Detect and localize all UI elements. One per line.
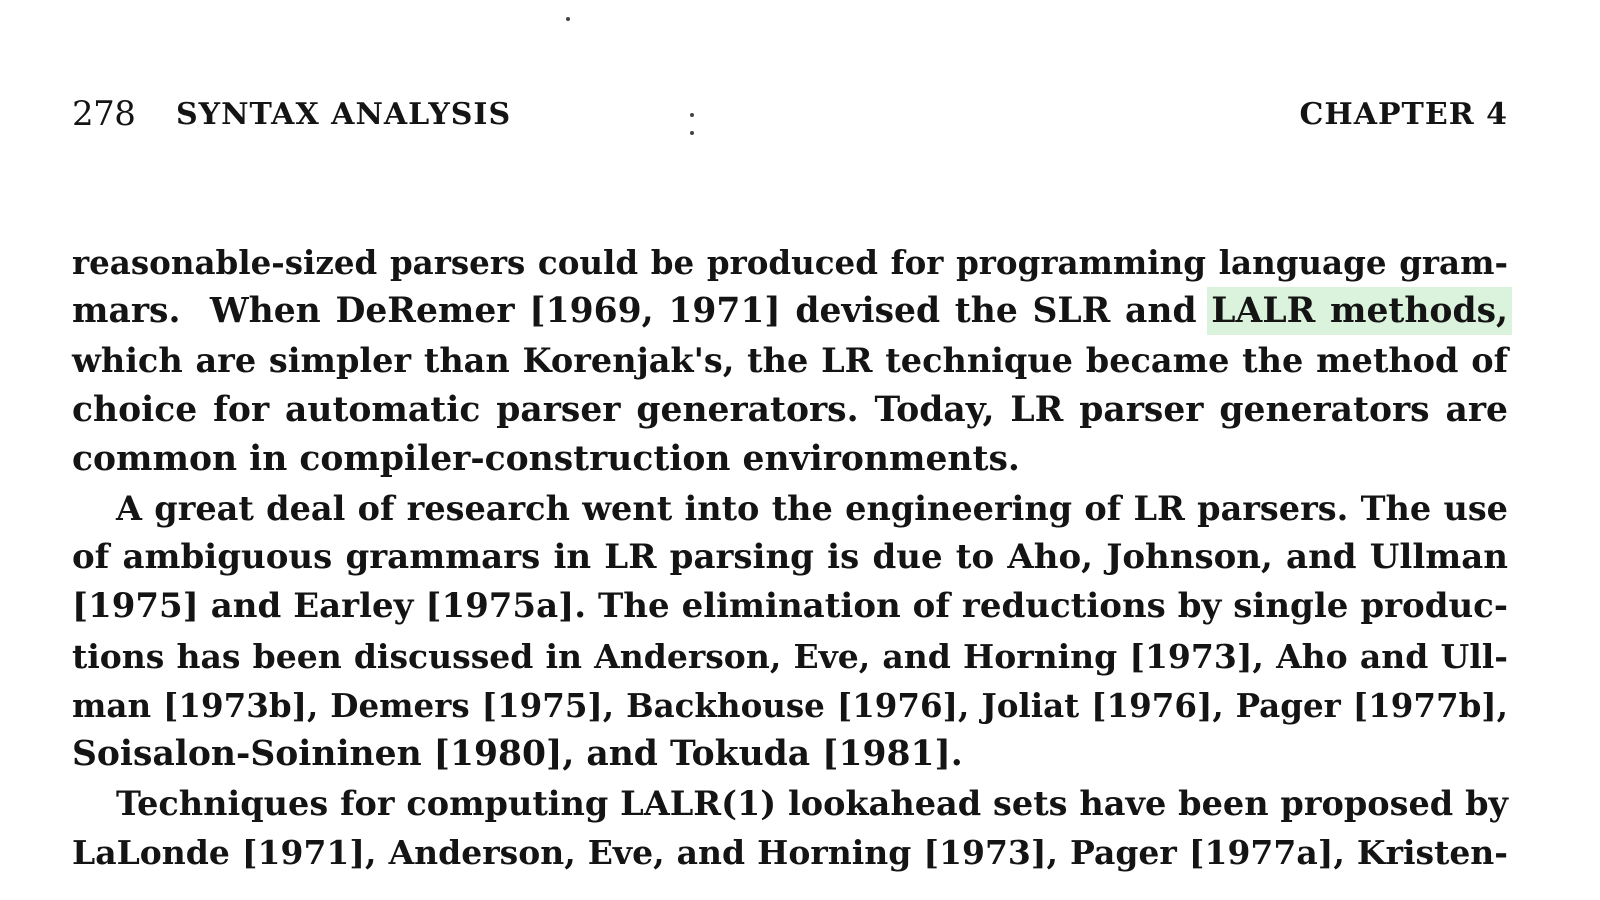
scan-speck (690, 131, 694, 135)
text-segment: mars. When DeRemer [1969, 1971] devised the SLR and (72, 291, 1212, 332)
text-line: choice for automatic parser generators. Today, LR parser generators are (72, 389, 1508, 430)
text-line: of ambiguous grammars in LR parsing is due to Aho, Johnson, and Ullman (72, 537, 1508, 578)
body-text (72, 238, 1508, 877)
scan-speck (690, 113, 694, 117)
chapter-label: CHAPTER 4 (1299, 97, 1508, 132)
running-title: SYNTAX ANALYSIS (176, 97, 512, 132)
text-line: LaLonde [1971], Anderson, Eve, and Horning [1973], Pager [1977a], Kristen- (72, 833, 1508, 873)
text-line: man [1973b], Demers [1975], Backhouse [1976], Joliat [1976], Pager [1977b], (72, 685, 1508, 725)
text-line: Techniques for computing LALR(1) lookahead sets have been proposed by (116, 784, 1508, 824)
paragraph (72, 238, 1508, 484)
text-line: Soisalon-Soininen [1980], and Tokuda [1981]. (72, 733, 963, 774)
text-line: which are simpler than Korenjak's, the LR technique became the method of (72, 341, 1508, 381)
text-line: A great deal of research went into the engineering of LR parsers. The use (116, 488, 1508, 528)
scan-speck (566, 17, 570, 21)
paragraph (72, 779, 1508, 877)
highlighted-text[interactable]: LALR methods, (1211, 291, 1508, 332)
paragraph (72, 484, 1508, 779)
text-line: reasonable-sized parsers could be produced for programming language gram- (72, 243, 1508, 282)
text-line: tions has been discussed in Anderson, Eve, and Horning [1973], Aho and Ull- (72, 636, 1508, 676)
page-header (72, 94, 1508, 138)
text-line: [1975] and Earley [1975a]. The elimination of reductions by single produc- (72, 586, 1508, 627)
page-number: 278 (72, 94, 136, 134)
text-line: common in compiler-construction environments. (72, 438, 1020, 479)
text-line (72, 287, 1508, 336)
